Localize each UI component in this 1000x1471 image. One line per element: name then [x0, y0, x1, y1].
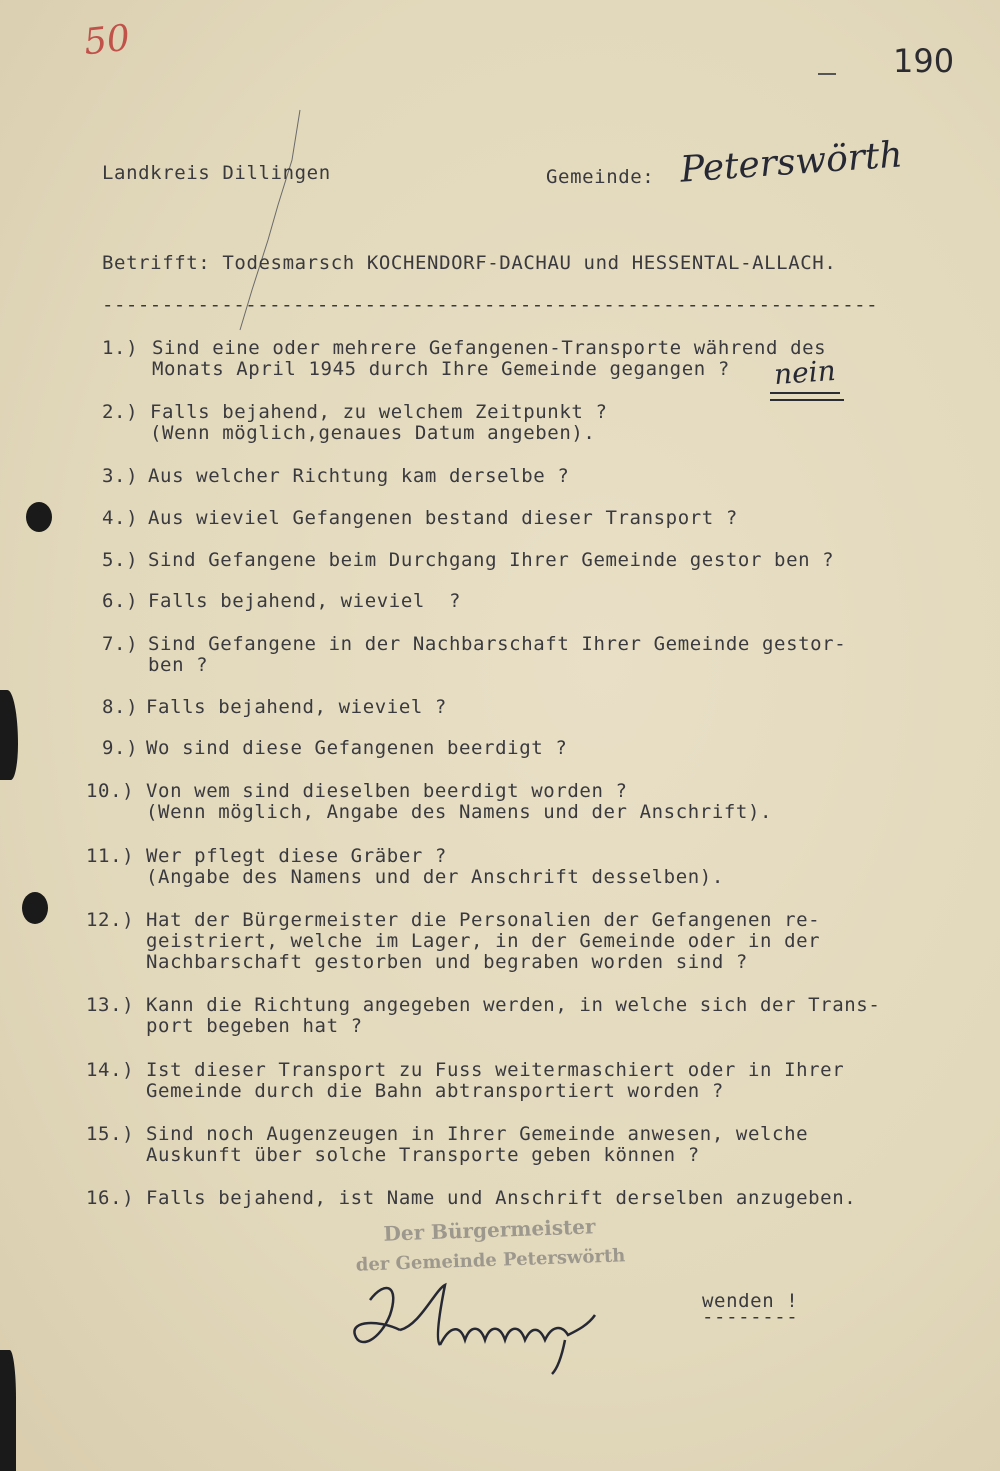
answer-underline	[770, 392, 840, 394]
question-text: Aus welcher Richtung kam derselbe ?	[148, 465, 570, 487]
edge-damage	[0, 1350, 16, 1471]
page-number: 190	[893, 42, 955, 80]
question-text: Sind Gefangene in der Nachbarschaft Ihrer Gemeinde gestor- ben ?	[148, 633, 847, 676]
question-number: 8.)	[102, 696, 139, 718]
landkreis-label: Landkreis Dillingen	[102, 162, 331, 184]
punch-hole	[22, 892, 48, 924]
wenden-rule: --------	[702, 1306, 799, 1328]
question-text: Sind Gefangene beim Durchgang Ihrer Gemeinde gestor ben ?	[148, 549, 835, 571]
question-text: Kann die Richtung angegeben werden, in welche sich der Trans- port begeben hat ?	[146, 994, 881, 1037]
gemeinde-label: Gemeinde:	[546, 166, 655, 188]
question-number: 15.)	[86, 1123, 135, 1145]
question-text: Falls bejahend, wieviel ?	[146, 696, 447, 718]
question-text: Falls bejahend, zu welchem Zeitpunkt ? (Wenn möglich,genaues Datum angeben).	[150, 401, 608, 444]
edge-damage	[0, 690, 18, 780]
question-text: Wo sind diese Gefangenen beerdigt ?	[146, 737, 568, 759]
question-number: 9.)	[102, 737, 139, 759]
question-number: 12.)	[86, 909, 135, 931]
question-number: 11.)	[86, 845, 135, 867]
question-number: 4.)	[102, 507, 139, 529]
corner-mark: 50	[81, 17, 132, 64]
question-number: 7.)	[102, 633, 139, 655]
question-text: Aus wieviel Gefangenen bestand dieser Transport ?	[148, 507, 738, 529]
question-number: 14.)	[86, 1059, 135, 1081]
answer-underline	[770, 399, 844, 401]
question-number: 6.)	[102, 590, 139, 612]
stamp-line-1: Der Bürgermeister	[383, 1214, 596, 1246]
wenden-note: wenden !	[702, 1290, 799, 1312]
punch-hole	[26, 502, 52, 532]
question-text: Hat der Bürgermeister die Personalien der Gefangenen re- geistriert, welche im Lager, in der Gemeinde oder in der Nachbarschaft gestorben und begraben worden sind ?	[146, 909, 821, 973]
question-number: 5.)	[102, 549, 139, 571]
question-text: Wer pflegt diese Gräber ? (Angabe des Namens und der Anschrift desselben).	[146, 845, 724, 888]
question-text: Sind eine oder mehrere Gefangenen-Transporte während des Monats April 1945 durch Ihre Gemeinde gegangen ?	[152, 337, 827, 380]
question-number: 10.)	[86, 780, 135, 802]
question-number: 16.)	[86, 1187, 135, 1209]
question-number: 2.)	[102, 401, 139, 423]
header-separator: -----------------------------------------------------------------	[102, 294, 879, 316]
question-text: Falls bejahend, ist Name und Anschrift derselben anzugeben.	[146, 1187, 857, 1209]
question-text: Von wem sind dieselben beerdigt worden ? (Wenn möglich, Angabe des Namens und der Anschrift).	[146, 780, 773, 823]
question-number: 3.)	[102, 465, 139, 487]
question-text: Sind noch Augenzeugen in Ihrer Gemeinde anwesen, welche Auskunft über solche Transporte geben können ?	[146, 1123, 809, 1166]
mayor-signature	[340, 1270, 620, 1380]
question-text: Falls bejahend, wieviel ?	[148, 590, 462, 612]
answer-handwritten: nein	[772, 353, 837, 392]
gemeinde-name-handwritten: Peterswörth	[678, 134, 904, 191]
question-text: Ist dieser Transport zu Fuss weitermaschiert oder in Ihrer Gemeinde durch die Bahn abtransportiert worden ?	[146, 1059, 845, 1102]
question-number: 13.)	[86, 994, 135, 1016]
stamp-line-2: der Gemeinde Peterswörth	[355, 1245, 626, 1276]
mayor-stamp	[349, 1213, 631, 1276]
betrifft-line: Betrifft: Todesmarsch KOCHENDORF-DACHAU und HESSENTAL-ALLACH.	[102, 252, 837, 274]
question-number: 1.)	[102, 337, 139, 359]
